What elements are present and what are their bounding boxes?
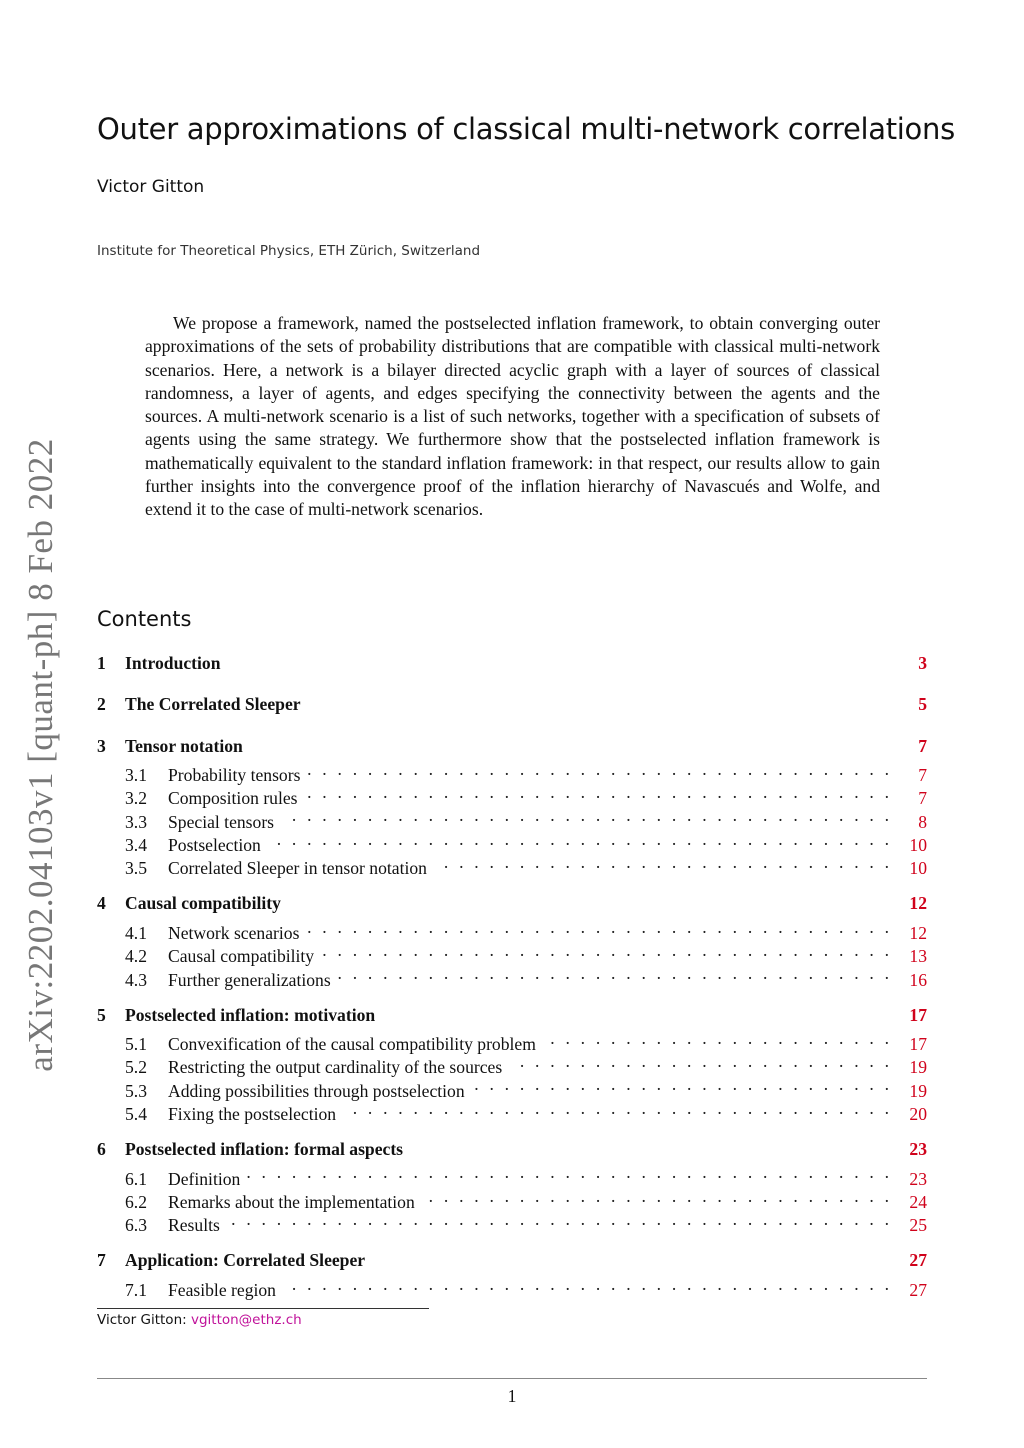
abstract: We propose a framework, named the postselected inflation framework, to obtain converging outer approximations of the sets of probability distributions that are compatible with classical multi-network scenarios. Here, a network is a bilayer directed acyclic graph with a layer of sources of classical randomness, a layer of agents, and edges specifying the connectivity between the agents and the sources. A multi-network scenario is a list of such networks, together with a specification of subsets of agents using the same strategy. We furthermore show that the postselected inflation framework is mathematically equivalent to the standard inflation framework: in that respect, our results allow to gain further insights into the convergence proof of the inflation hierarchy of Navascués and Wolfe, and extend it to the case of multi-network scenarios. [145,313,880,520]
toc-subsection-number: 5.2 [125,1057,147,1078]
toc-leader-dots [508,1050,889,1073]
toc-subsection-title[interactable]: Network scenarios [168,922,300,943]
toc-page-link[interactable]: 7 [918,735,927,756]
toc-section-entry[interactable] [97,693,927,716]
toc-page-link[interactable]: 8 [918,811,927,832]
toc-subsection-title[interactable]: Postselection [168,835,261,856]
toc-section [97,735,927,879]
author-footnote [97,1312,302,1328]
toc-page-link[interactable]: 3 [918,653,927,673]
toc-leader-dots [320,939,889,962]
toc-page-link[interactable]: 17 [909,1034,927,1055]
toc-subsection-title[interactable]: Probability tensors [168,765,301,786]
toc-page-link[interactable]: 27 [909,1279,927,1300]
toc-section-entry[interactable] [97,1249,927,1272]
toc-leader-dots [421,1185,889,1208]
toc-subsection-title[interactable]: Composition rules [168,788,298,809]
toc-page-link[interactable]: 5 [918,694,927,715]
toc-section-entry[interactable] [97,1004,927,1027]
toc-section [97,1004,927,1125]
toc-section-number: 6 [97,1139,106,1160]
toc-subsection-title[interactable]: Results [168,1215,220,1236]
toc-page-link[interactable]: 23 [909,1168,927,1189]
toc-subsection-title[interactable]: Adding possibilities through postselection [168,1080,465,1101]
toc-subsection-title[interactable]: Convexification of the causal compatibility problem [168,1034,536,1055]
toc-section [97,892,927,990]
toc-section-entry[interactable] [97,735,927,758]
toc-subsection-title[interactable]: Definition [168,1168,241,1189]
toc-subsection-title[interactable]: Restricting the output cardinality of the sources [168,1057,503,1078]
toc-section [97,652,927,675]
author-affiliation: Institute for Theoretical Physics, ETH Zürich, Switzerland [97,243,481,259]
toc-page-link[interactable]: 7 [918,765,927,786]
toc-page-link[interactable]: 7 [918,788,927,809]
toc-page-link[interactable]: 20 [909,1104,927,1125]
toc-page-link[interactable]: 25 [909,1215,927,1236]
author-email-link[interactable]: vgitton@ethz.ch [190,1312,302,1328]
toc-leader-dots [280,804,889,827]
toc-section-entry[interactable] [97,892,927,915]
toc-page-link[interactable]: 17 [909,1004,927,1025]
paper-title: Outer approximations of classical multi-network correlations [97,112,955,146]
table-of-contents [97,652,927,1314]
toc-leader-dots [246,1161,889,1184]
toc-page-link[interactable]: 13 [909,946,927,967]
toc-page-link[interactable]: 10 [909,858,927,879]
toc-section [97,1138,927,1236]
toc-leader-dots [306,758,889,781]
toc-page-link[interactable]: 23 [909,1139,927,1160]
toc-section-number: 3 [97,735,106,756]
toc-leader-dots [304,781,889,804]
toc-section-number: 1 [97,653,106,673]
toc-page-link[interactable]: 12 [909,922,927,943]
toc-page-link[interactable]: 27 [909,1250,927,1271]
toc-section [97,693,927,716]
toc-section-entry[interactable] [97,1138,927,1161]
toc-section-title[interactable]: Tensor notation [125,735,243,756]
toc-section-number: 7 [97,1250,106,1271]
toc-subsection-title[interactable]: Feasible region [168,1279,276,1300]
toc-section-title[interactable]: Introduction [125,653,221,673]
toc-leader-dots [471,1073,889,1096]
toc-page-link[interactable]: 12 [909,893,927,914]
arxiv-identifier-stamp: arXiv:2202.04103v1 [quant-ph] 8 Feb 2022 [21,438,60,1072]
toc-subsection-number: 6.1 [125,1168,147,1189]
toc-subsection-entry[interactable] [97,916,927,943]
footnote-rule [97,1308,429,1309]
page-number: 1 [507,1386,517,1406]
toc-subsection-number: 6.3 [125,1215,147,1236]
toc-subsection-number: 5.1 [125,1034,147,1055]
toc-page-link[interactable]: 16 [909,969,927,990]
toc-section-number: 2 [97,694,106,715]
toc-section-number: 5 [97,1004,106,1025]
toc-subsection-number: 4.1 [125,922,147,943]
toc-subsection-title[interactable]: Special tensors [168,811,275,832]
toc-subsection-title[interactable]: Causal compatibility [168,946,315,967]
toc-subsection-number: 3.3 [125,811,147,832]
toc-subsection-entry[interactable] [97,1161,927,1189]
toc-section-title[interactable]: Postselected inflation: motivation [125,1004,376,1025]
toc-section-title[interactable]: Causal compatibility [125,893,281,914]
toc-subsection-number: 7.1 [125,1279,147,1300]
toc-page-link[interactable]: 10 [909,835,927,856]
toc-leader-dots [305,916,889,939]
toc-section-number: 4 [97,893,106,914]
toc-subsection-title[interactable]: Correlated Sleeper in tensor notation [168,858,427,879]
toc-subsection-number: 3.1 [125,765,147,786]
author-name: Victor Gitton [97,177,205,197]
toc-subsection-title[interactable]: Remarks about the implementation [168,1191,415,1212]
toc-leader-dots [542,1027,889,1050]
toc-page-link[interactable]: 24 [909,1191,927,1212]
toc-subsection-title[interactable]: Fixing the postselection [168,1104,337,1125]
toc-subsection-entry[interactable] [97,1273,927,1300]
toc-subsection-number: 5.3 [125,1080,147,1101]
toc-subsection-entry[interactable] [97,1027,927,1055]
toc-section [97,1249,927,1300]
toc-leader-dots [342,1097,889,1120]
toc-subsection-number: 5.4 [125,1104,147,1125]
toc-page-link[interactable]: 19 [909,1080,927,1101]
toc-page-link[interactable]: 19 [909,1057,927,1078]
toc-subsection-number: 4.2 [125,946,147,967]
contents-heading: Contents [97,607,192,631]
toc-section-entry[interactable] [97,652,927,675]
toc-leader-dots [267,828,889,851]
toc-subsection-number: 3.2 [125,788,147,809]
footnote-author: Victor Gitton: [97,1312,187,1328]
toc-leader-dots [282,1273,889,1296]
toc-subsection-title[interactable]: Further generalizations [168,969,331,990]
toc-subsection-number: 6.2 [125,1191,147,1212]
footer-rule [97,1378,927,1379]
toc-section-title[interactable]: Application: Correlated Sleeper [125,1250,366,1271]
toc-leader-dots [337,962,889,985]
toc-subsection-number: 3.4 [125,835,147,856]
toc-subsection-number: 3.5 [125,858,147,879]
toc-section-title[interactable]: The Correlated Sleeper [125,694,301,715]
toc-subsection-number: 4.3 [125,969,147,990]
toc-subsection-entry[interactable] [97,758,927,786]
toc-leader-dots [226,1208,889,1231]
toc-section-title[interactable]: Postselected inflation: formal aspects [125,1139,404,1160]
toc-leader-dots [433,851,889,874]
